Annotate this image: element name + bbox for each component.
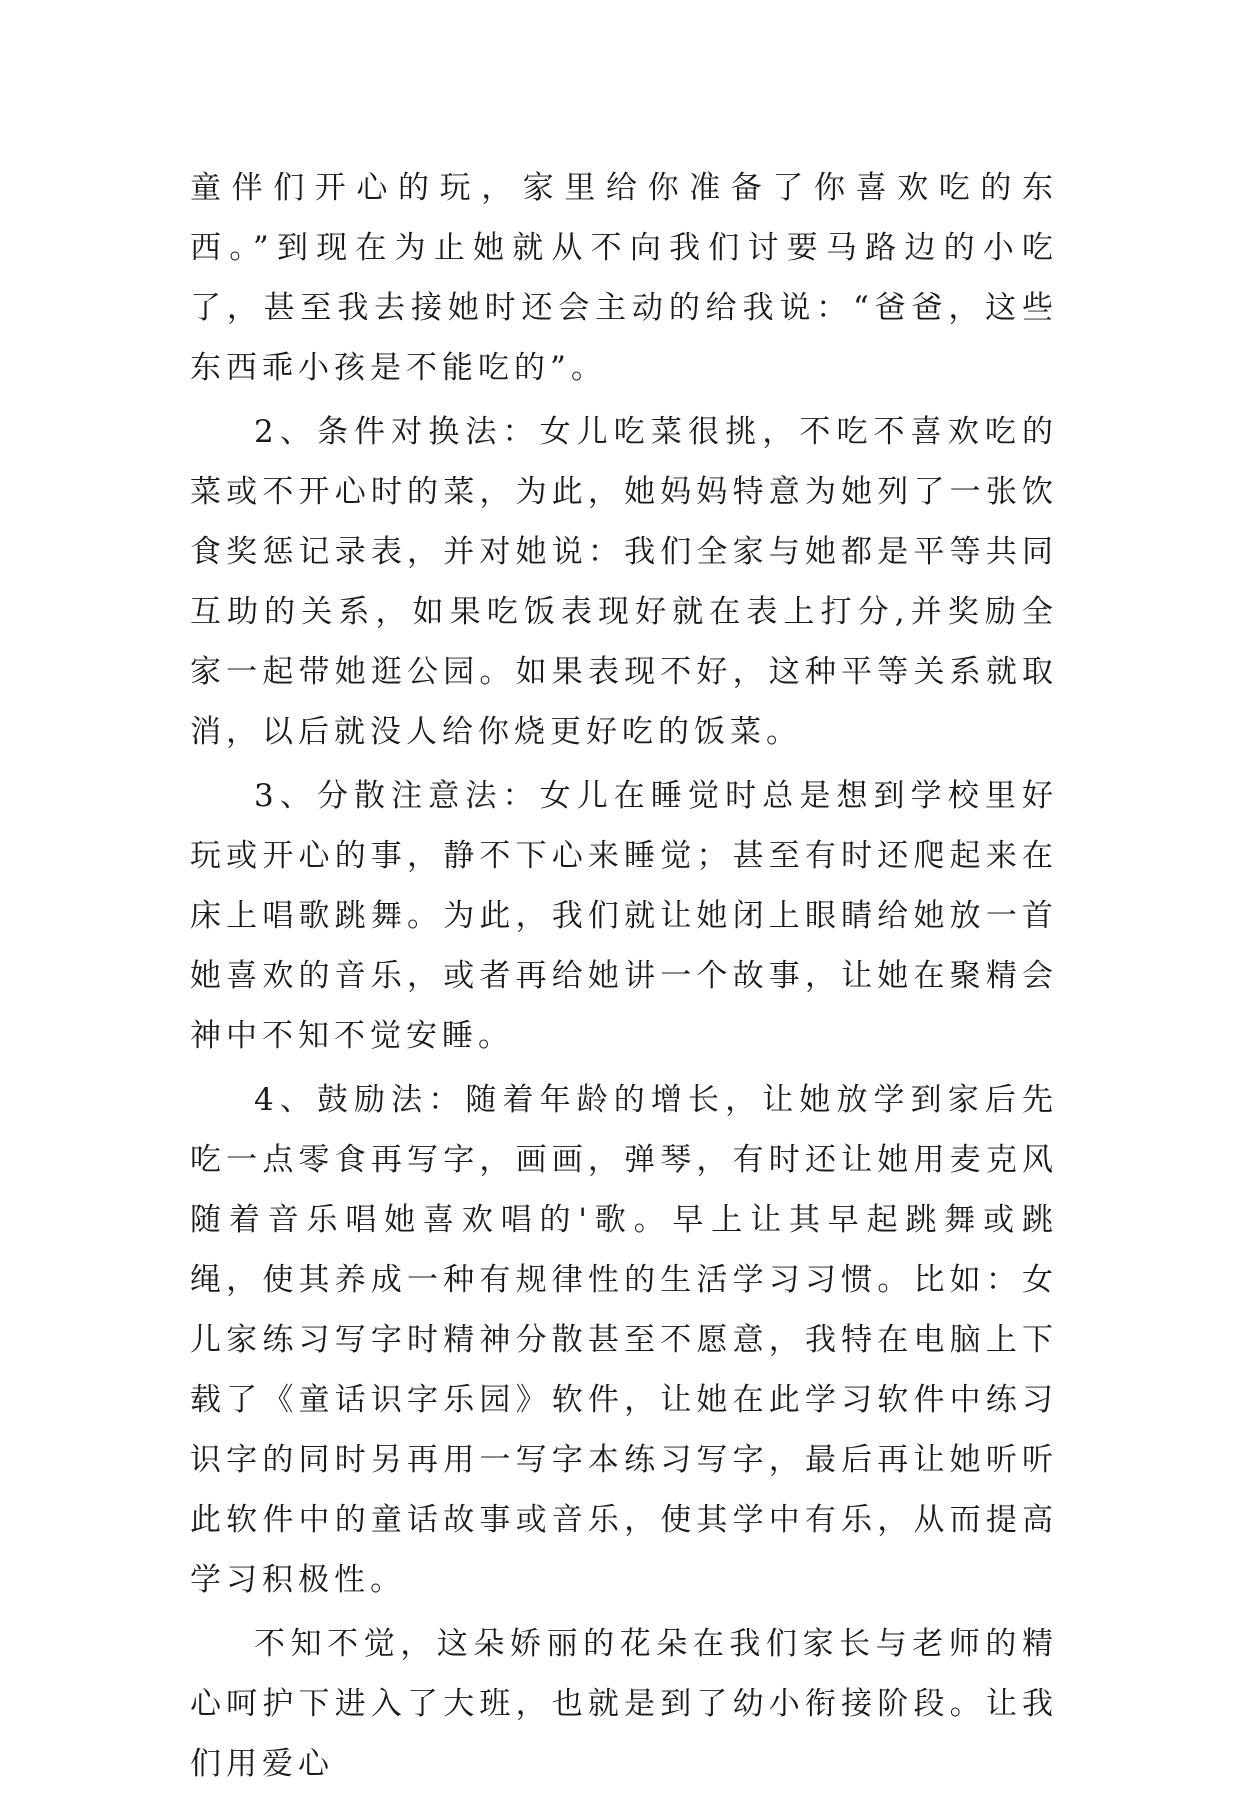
paragraph-4: 4、鼓励法：随着年龄的增长，让她放学到家后先吃一点零食再写字，画画，弹琴，有时还让她用麦克风随着音乐唱她喜欢唱的'歌。早上让其早起跳舞或跳绳，使其养成一种有规律性的生活学习习惯。比如：女儿家练习写字时精神分散甚至不愿意，我特在电脑上下载了《童话识字乐园》软件，让她在此学习软件中练习识字的同时另再用一写字本练习写字，最后再让她听听此软件中的童话故事或音乐，使其学中有乐，从而提高学习积极性。 <box>190 1082 1058 1598</box>
paragraph-3: 3、分散注意法：女儿在睡觉时总是想到学校里好玩或开心的事，静不下心来睡觉；甚至有时还爬起来在床上唱歌跳舞。为此，我们就让她闭上眼睛给她放一首她喜欢的音乐，或者再给她讲一个故事，让她在聚精会神中不知不觉安睡。 <box>190 778 1058 1054</box>
document-body <box>190 158 1058 1794</box>
paragraph-1: 童伴们开心的玩，家里给你准备了你喜欢吃的东西。”到现在为止她就从不向我们讨要马路边的小吃了，甚至我去接她时还会主动的给我说：“爸爸，这些东西乖小孩是不能吃的”。 <box>190 170 1058 386</box>
paragraph-2: 2、条件对换法：女儿吃菜很挑，不吃不喜欢吃的菜或不开心时的菜，为此，她妈妈特意为她列了一张饮食奖惩记录表，并对她说：我们全家与她都是平等共同互助的关系，如果吃饭表现好就在表上打分,并奖励全家一起带她逛公园。如果表现不好，这种平等关系就取消，以后就没人给你烧更好吃的饭菜。 <box>190 414 1058 750</box>
paragraph-5: 不知不觉，这朵娇丽的花朵在我们家长与老师的精心呵护下进入了大班，也就是到了幼小衔接阶段。让我们用爱心 <box>190 1626 1058 1782</box>
